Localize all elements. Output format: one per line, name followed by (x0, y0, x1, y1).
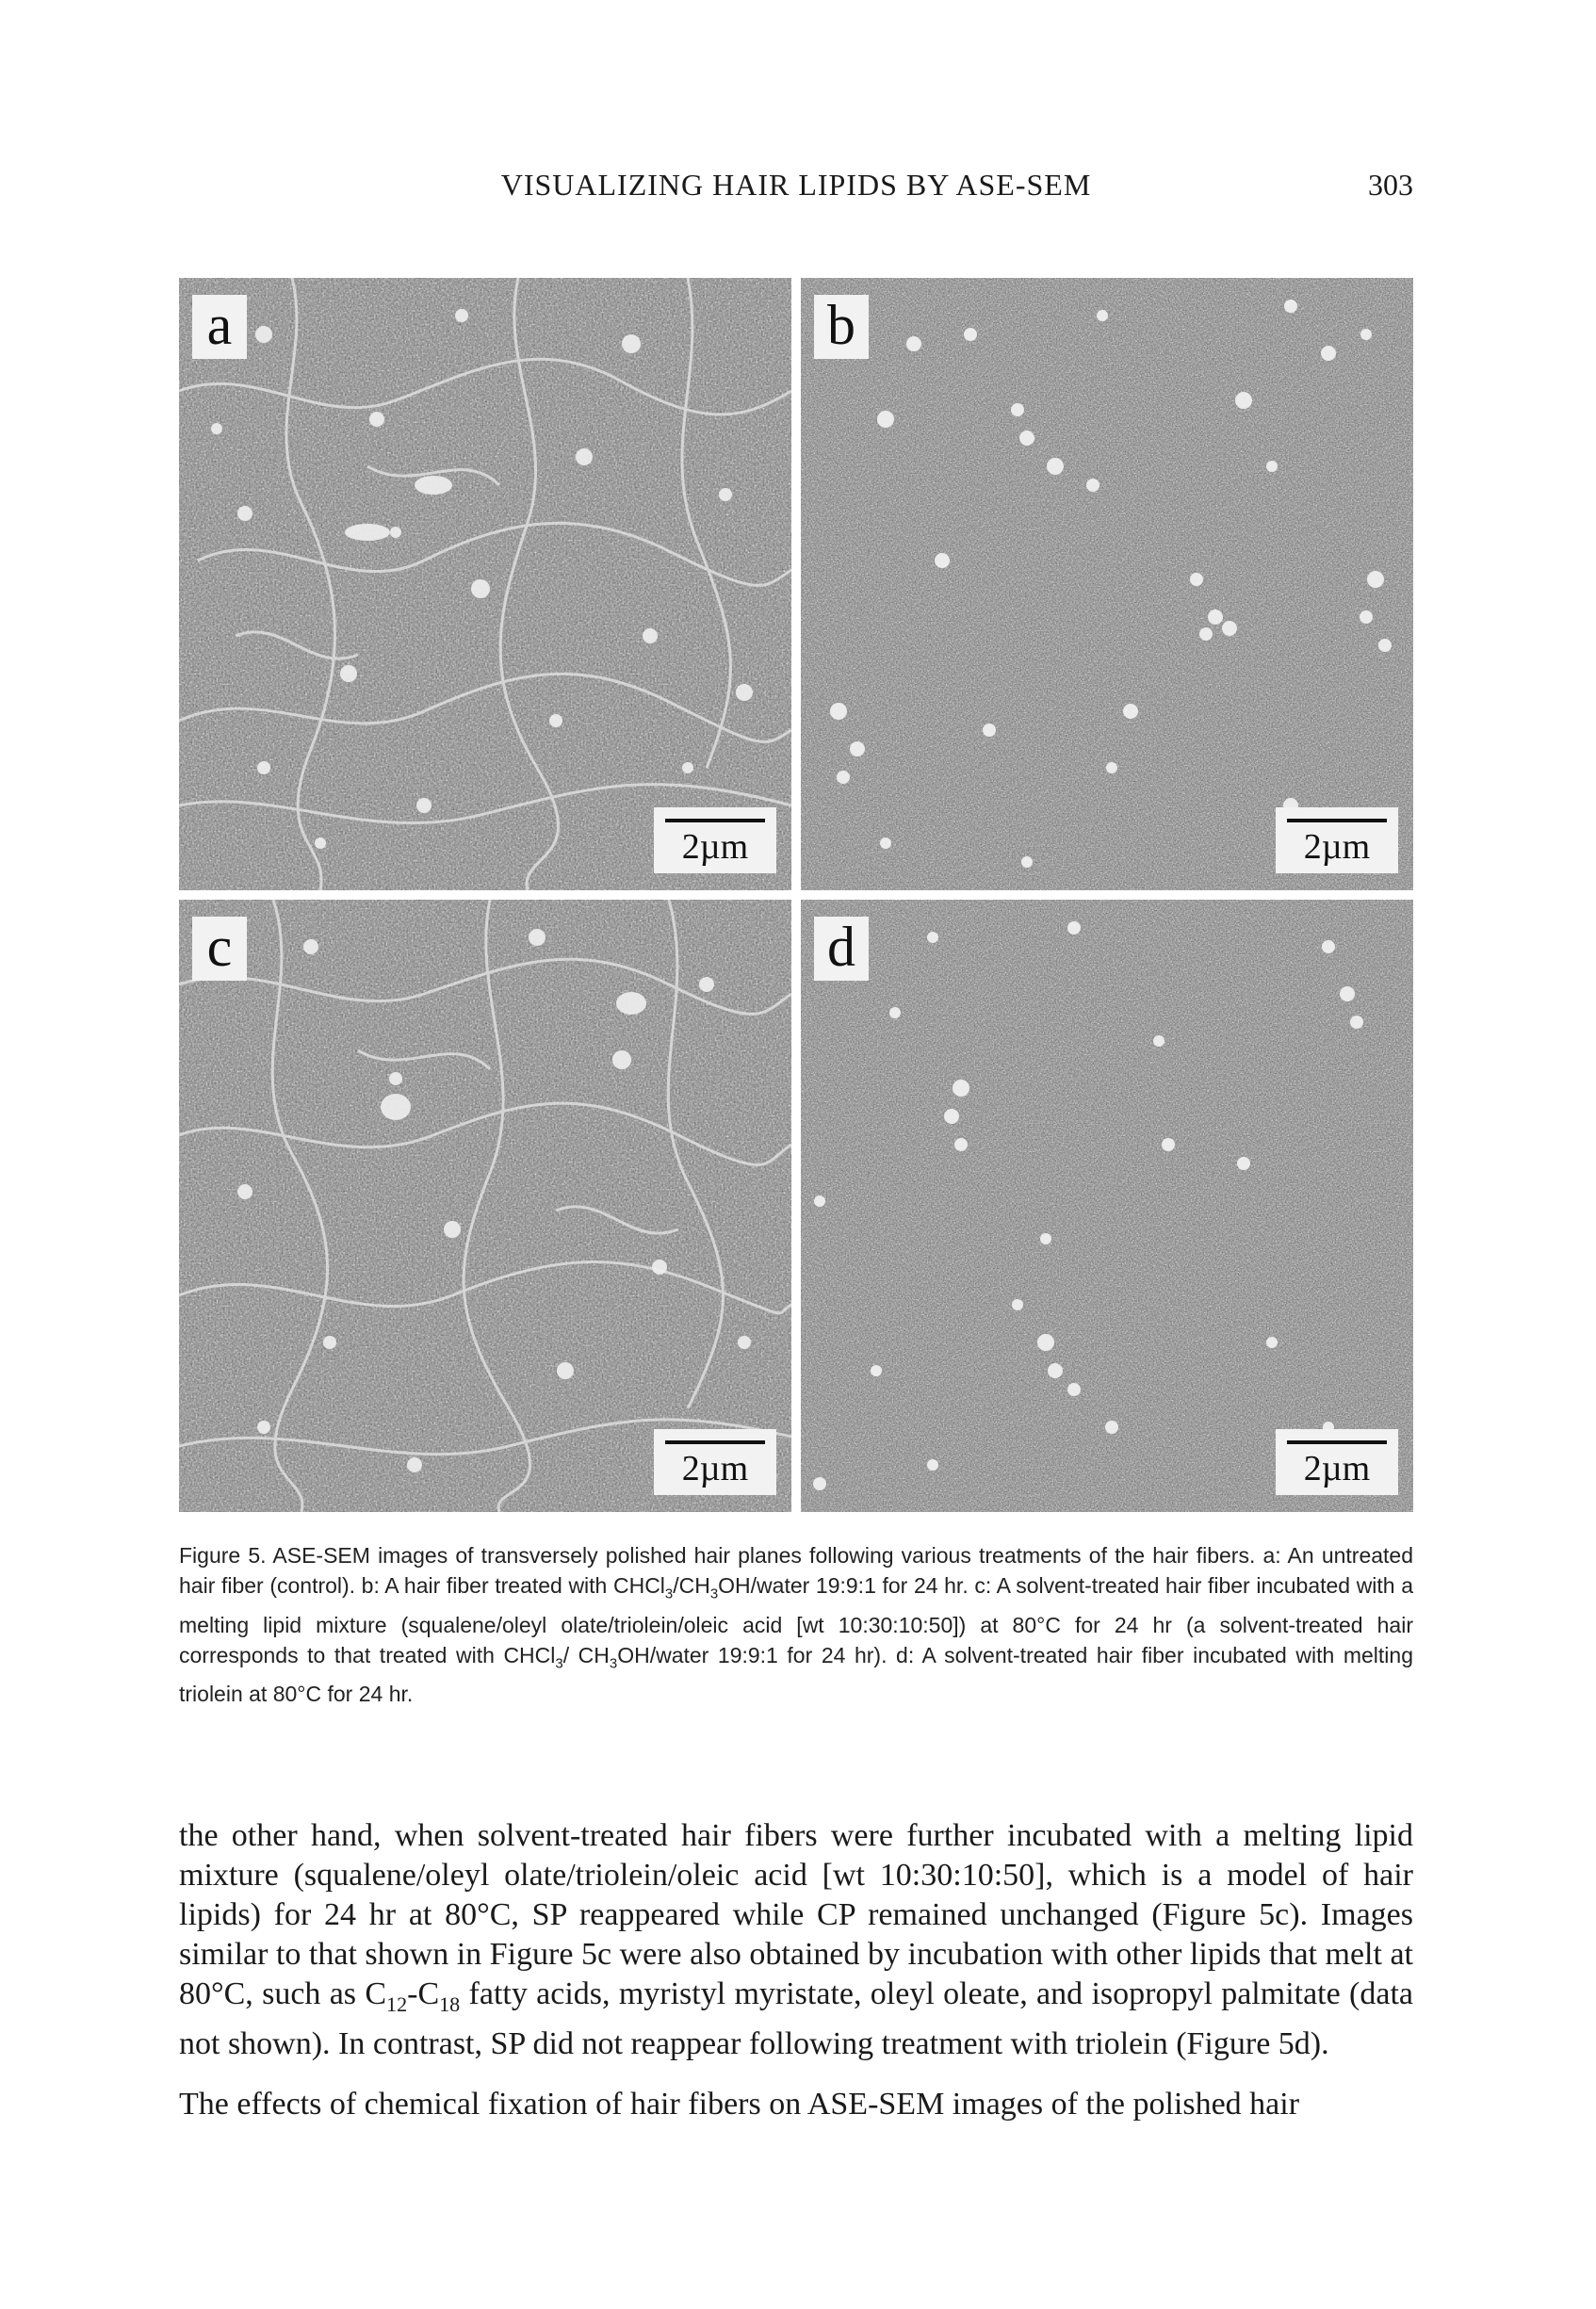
running-head (179, 168, 1413, 215)
page-number: 303 (1368, 168, 1413, 202)
scale-bar-a (654, 807, 776, 873)
paragraph-text: -C (407, 1976, 440, 2011)
caption-subscript: 3 (609, 1655, 618, 1672)
scale-bar-label: 2µm (1303, 827, 1371, 867)
running-title: VISUALIZING HAIR LIPIDS BY ASE-SEM (500, 168, 1092, 202)
caption-label: Figure 5. (179, 1543, 267, 1568)
paragraph-2: The effects of chemical fixation of hair fibers on ASE-SEM images of the polished hair (179, 2086, 1300, 2122)
sem-image-a (179, 278, 791, 890)
paragraph-text: the other hand, when solvent-treated hair fibers were further incubated with a melting lipid mixture (squalene/oleyl olate/triolein/oleic acid [wt 10:30:10:50], which is a model of hair lipids) for 24 hr at 80°C, SP reappeared while CP remained unchanged (Figure 5c). Images similar to that shown in Figure 5c were also obtained by incubation with other lipids that melt at 80°C, such as C (179, 1818, 1413, 2011)
sem-panel-a (179, 278, 791, 890)
caption-subscript: 3 (709, 1585, 719, 1602)
panel-label-c: c (192, 917, 247, 981)
sem-image-b (801, 278, 1413, 890)
paragraph-1 (179, 1816, 1413, 2064)
body-text (179, 1816, 1413, 2145)
scale-bar-d (1276, 1429, 1398, 1495)
scale-bar-label: 2µm (681, 827, 749, 867)
caption-text: OH/water 19:9:1 for 24 hr). d: A solvent-treated hair fiber incubated with melting triolein at 80°C for 24 hr. (179, 1642, 1414, 1707)
scale-bar-line (1287, 1440, 1387, 1444)
caption-text: / CH (562, 1642, 610, 1667)
figure-caption (179, 1540, 1413, 1709)
scale-bar-label: 2µm (1303, 1449, 1371, 1488)
paragraph-subscript: 18 (439, 1992, 461, 2016)
scale-bar-line (1287, 819, 1387, 822)
sem-panel-c (179, 900, 791, 1512)
scale-bar-c (654, 1429, 776, 1495)
sem-image-d (801, 900, 1413, 1512)
scale-bar-line (665, 819, 765, 822)
caption-subscript: 3 (664, 1585, 674, 1602)
figure-5 (179, 278, 1413, 1512)
panel-label-d: d (814, 917, 869, 981)
scale-bar-label: 2µm (681, 1449, 749, 1488)
caption-text: OH/water 19:9:1 for 24 hr. c: A solvent-treated hair fiber incubated with a melting lipid mixture (squalene/oleyl olate/triolein/oleic acid [wt 10:30:10:50]) at 80°C for 24 hr (a solvent-treated hair corresponds to that treated with CHCl (179, 1573, 1414, 1667)
scale-bar-line (665, 1440, 765, 1444)
paragraph-subscript: 12 (386, 1992, 408, 2016)
panel-label-b: b (814, 295, 869, 359)
sem-panel-b (801, 278, 1413, 890)
panel-label-a: a (192, 295, 247, 359)
sem-image-c (179, 900, 791, 1512)
paragraph-text: fatty acids, myristyl myristate, oleyl oleate, and isopropyl palmitate (data not shown). In contrast, SP did not reappear following treatment with triolein (Figure 5d). (179, 1976, 1413, 2061)
caption-text: ASE-SEM images of transversely polished hair planes following various treatments of the hair fibers. a: An untreated hair fiber (control). b: A hair fiber treated with CHCl (179, 1543, 1414, 1598)
scale-bar-b (1276, 807, 1398, 873)
caption-subscript: 3 (555, 1655, 563, 1672)
caption-text: /CH (673, 1573, 710, 1598)
sem-panel-d (801, 900, 1413, 1512)
